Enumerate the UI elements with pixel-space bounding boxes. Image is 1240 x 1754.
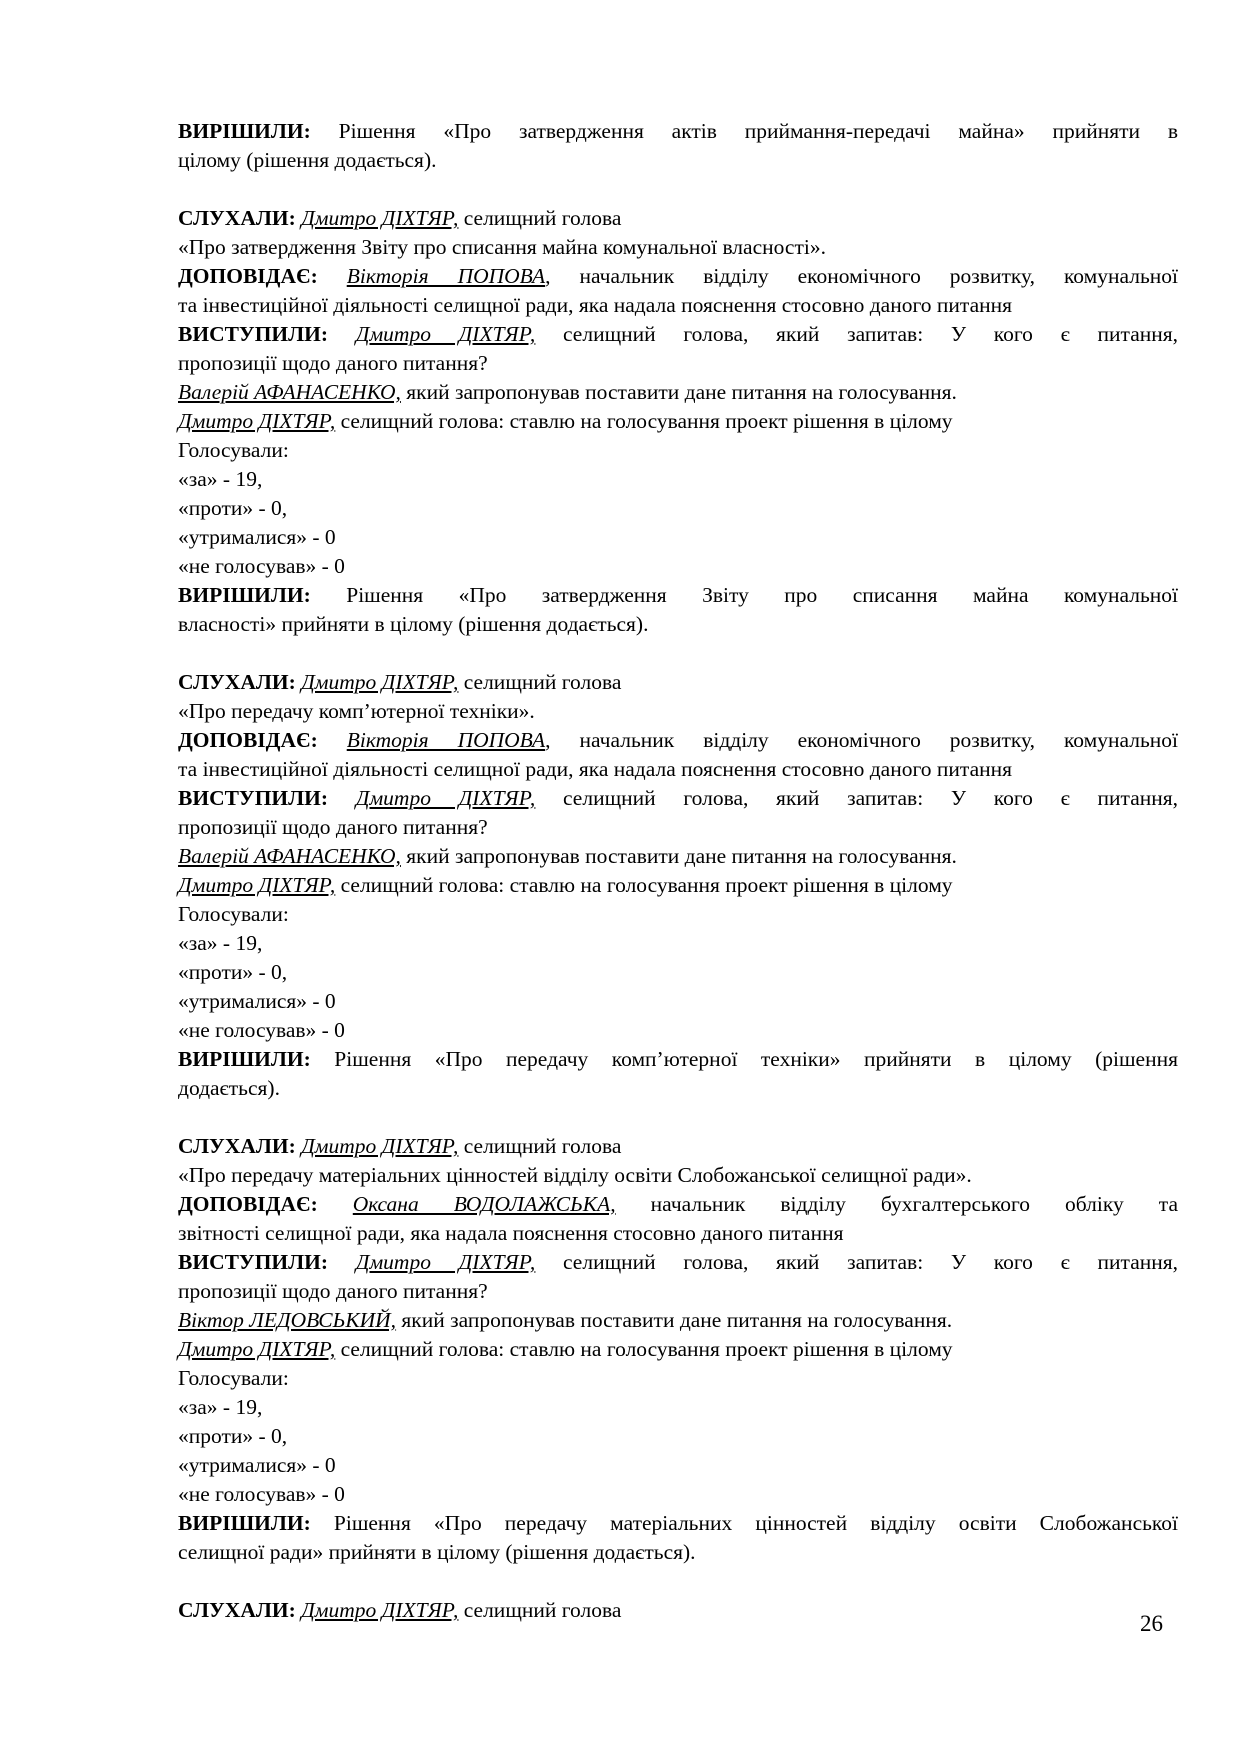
speaker-name: Дмитро ДІХТЯР, xyxy=(301,206,459,230)
spoke-line xyxy=(178,1248,1178,1277)
chair-text: селищний голова: ставлю на голосування проект рішення в цілому xyxy=(335,873,953,897)
topic-text: «Про передачу комп’ютерної техніки». xyxy=(178,699,535,723)
resolution-text: цілому (рішення додається). xyxy=(178,148,437,172)
resolution-text: власності» прийняти в цілому (рішення додається). xyxy=(178,612,649,636)
agenda-item xyxy=(178,668,1178,1103)
spoke-line xyxy=(178,813,1178,842)
reporter-name: Вікторія ПОПОВА xyxy=(346,264,546,288)
speaker-role: селищний голова xyxy=(458,1134,622,1158)
spoke-label: ВИСТУПИЛИ: xyxy=(178,1250,329,1274)
topic-line xyxy=(178,1161,1178,1190)
vote-line: «не голосував» - 0 xyxy=(178,1482,345,1506)
vote-line: «за» - 19, xyxy=(178,1395,263,1419)
document-page xyxy=(178,117,1178,1625)
speaker-name: Дмитро ДІХТЯР, xyxy=(301,1598,459,1622)
chair-text: селищний голова: ставлю на голосування проект рішення в цілому xyxy=(335,1337,953,1361)
speaker-name: Дмитро ДІХТЯР, xyxy=(301,1134,459,1158)
heard-line xyxy=(178,668,1178,697)
speaker-name: Дмитро ДІХТЯР, xyxy=(301,670,459,694)
vote-line: «утрималися» - 0 xyxy=(178,525,336,549)
vote-line: «не голосував» - 0 xyxy=(178,1018,345,1042)
agenda-item xyxy=(178,204,1178,639)
section-gap xyxy=(178,639,1178,668)
resolution-line xyxy=(178,117,1178,146)
spoke-text: пропозиції щодо даного питання? xyxy=(178,815,488,839)
chair-line xyxy=(178,1335,1178,1364)
reporter-label: ДОПОВІДАЄ: xyxy=(178,728,318,752)
vote-line: «не голосував» - 0 xyxy=(178,554,345,578)
reporter-text: звітності селищної ради, яка надала пояснення стосовно даного питання xyxy=(178,1221,844,1245)
vote-line: Голосували: xyxy=(178,1366,289,1390)
resolution-text: Рішення «Про передачу матеріальних цінностей відділу освіти Слобожанської xyxy=(310,1511,1178,1535)
resolved-label: ВИРІШИЛИ: xyxy=(178,119,311,143)
spoke-text: селищний голова, який запитав: У кого є питання, xyxy=(535,786,1179,810)
resolution-text: селищної ради» прийняти в цілому (рішення додається). xyxy=(178,1540,696,1564)
heard-label: СЛУХАЛИ: xyxy=(178,1598,296,1622)
proposer-name: Віктор ЛЕДОВСЬКИЙ, xyxy=(178,1308,397,1332)
vote-line: «утрималися» - 0 xyxy=(178,989,336,1013)
resolution-text: Рішення «Про передачу комп’ютерної техніки» прийняти в цілому (рішення xyxy=(310,1047,1178,1071)
section-gap xyxy=(178,1103,1178,1132)
resolved-label: ВИРІШИЛИ: xyxy=(178,583,311,607)
topic-text: «Про затвердження Звіту про списання майна комунальної власності». xyxy=(178,235,826,259)
spoke-name: Дмитро ДІХТЯР, xyxy=(355,786,536,810)
speaker-role: селищний голова xyxy=(458,670,622,694)
resolution-line xyxy=(178,610,1178,639)
reporter-text: , начальник відділу економічного розвитку, комунальної xyxy=(545,264,1178,288)
chair-line xyxy=(178,407,1178,436)
proposer-text: який запропонував поставити дане питання на голосування. xyxy=(396,1308,953,1332)
spoke-text: пропозиції щодо даного питання? xyxy=(178,1279,488,1303)
spoke-label: ВИСТУПИЛИ: xyxy=(178,322,329,346)
reporter-text: начальник відділу бухгалтерського обліку та xyxy=(615,1192,1179,1216)
spoke-line xyxy=(178,320,1178,349)
reporter-line xyxy=(178,755,1178,784)
heard-label: СЛУХАЛИ: xyxy=(178,670,296,694)
vote-line: «проти» - 0, xyxy=(178,496,288,520)
reporter-text: та інвестиційної діяльності селищної ради, яка надала пояснення стосовно даного питання xyxy=(178,757,1013,781)
resolution-line xyxy=(178,1509,1178,1538)
section-gap xyxy=(178,175,1178,204)
resolution-line xyxy=(178,1538,1178,1567)
vote-line: Голосували: xyxy=(178,902,289,926)
proposer-name: Валерій АФАНАСЕНКО, xyxy=(178,844,401,868)
resolution-line xyxy=(178,1045,1178,1074)
resolved-label: ВИРІШИЛИ: xyxy=(178,1511,311,1535)
proposer-text: який запропонував поставити дане питання на голосування. xyxy=(400,844,957,868)
chair-text: селищний голова: ставлю на голосування проект рішення в цілому xyxy=(335,409,953,433)
proposer-line xyxy=(178,378,1178,407)
chair-name: Дмитро ДІХТЯР, xyxy=(178,873,336,897)
section-gap xyxy=(178,1567,1178,1596)
reporter-line xyxy=(178,262,1178,291)
reporter-line xyxy=(178,1190,1178,1219)
resolution-line xyxy=(178,146,1178,175)
speaker-role: селищний голова xyxy=(458,1598,622,1622)
vote-line: «проти» - 0, xyxy=(178,1424,288,1448)
resolved-label: ВИРІШИЛИ: xyxy=(178,1047,311,1071)
topic-line xyxy=(178,697,1178,726)
vote-line: «за» - 19, xyxy=(178,467,263,491)
resolution-text: Рішення «Про затвердження Звіту про списання майна комунальної xyxy=(310,583,1178,607)
resolution-line xyxy=(178,581,1178,610)
reporter-line xyxy=(178,1219,1178,1248)
spoke-line xyxy=(178,349,1178,378)
vote-line: Голосували: xyxy=(178,438,289,462)
spoke-text: селищний голова, який запитав: У кого є питання, xyxy=(535,1250,1179,1274)
reporter-text: та інвестиційної діяльності селищної ради, яка надала пояснення стосовно даного питання xyxy=(178,293,1013,317)
reporter-line xyxy=(178,726,1178,755)
spoke-name: Дмитро ДІХТЯР, xyxy=(355,1250,536,1274)
resolution-text: Рішення «Про затвердження актів приймання-передачі майна» прийняти в xyxy=(310,119,1178,143)
vote-line: «за» - 19, xyxy=(178,931,263,955)
proposer-text: який запропонував поставити дане питання на голосування. xyxy=(400,380,957,404)
proposer-line xyxy=(178,1306,1178,1335)
spoke-line xyxy=(178,784,1178,813)
heard-line xyxy=(178,204,1178,233)
vote-line: «проти» - 0, xyxy=(178,960,288,984)
chair-name: Дмитро ДІХТЯР, xyxy=(178,1337,336,1361)
proposer-name: Валерій АФАНАСЕНКО, xyxy=(178,380,401,404)
resolution-line xyxy=(178,1074,1178,1103)
heard-label: СЛУХАЛИ: xyxy=(178,1134,296,1158)
vote-line: «утрималися» - 0 xyxy=(178,1453,336,1477)
reporter-label: ДОПОВІДАЄ: xyxy=(178,264,318,288)
chair-line xyxy=(178,871,1178,900)
agenda-item xyxy=(178,1596,1178,1625)
heard-label: СЛУХАЛИ: xyxy=(178,206,296,230)
spoke-line xyxy=(178,1277,1178,1306)
resolution-text: додається). xyxy=(178,1076,280,1100)
spoke-name: Дмитро ДІХТЯР, xyxy=(355,322,536,346)
reporter-text: , начальник відділу економічного розвитку, комунальної xyxy=(545,728,1178,752)
agenda-item xyxy=(178,1132,1178,1567)
speaker-role: селищний голова xyxy=(458,206,622,230)
spoke-label: ВИСТУПИЛИ: xyxy=(178,786,329,810)
spoke-text: селищний голова, який запитав: У кого є питання, xyxy=(535,322,1179,346)
page-number: 26 xyxy=(1140,1611,1163,1636)
proposer-line xyxy=(178,842,1178,871)
chair-name: Дмитро ДІХТЯР, xyxy=(178,409,336,433)
spoke-text: пропозиції щодо даного питання? xyxy=(178,351,488,375)
heard-line xyxy=(178,1596,1178,1625)
topic-line xyxy=(178,233,1178,262)
reporter-line xyxy=(178,291,1178,320)
reporter-name: Вікторія ПОПОВА xyxy=(346,728,546,752)
topic-text: «Про передачу матеріальних цінностей відділу освіти Слобожанської селищної ради». xyxy=(178,1163,972,1187)
reporter-name: Оксана ВОДОЛАЖСЬКА, xyxy=(352,1192,616,1216)
reporter-label: ДОПОВІДАЄ: xyxy=(178,1192,318,1216)
heard-line xyxy=(178,1132,1178,1161)
